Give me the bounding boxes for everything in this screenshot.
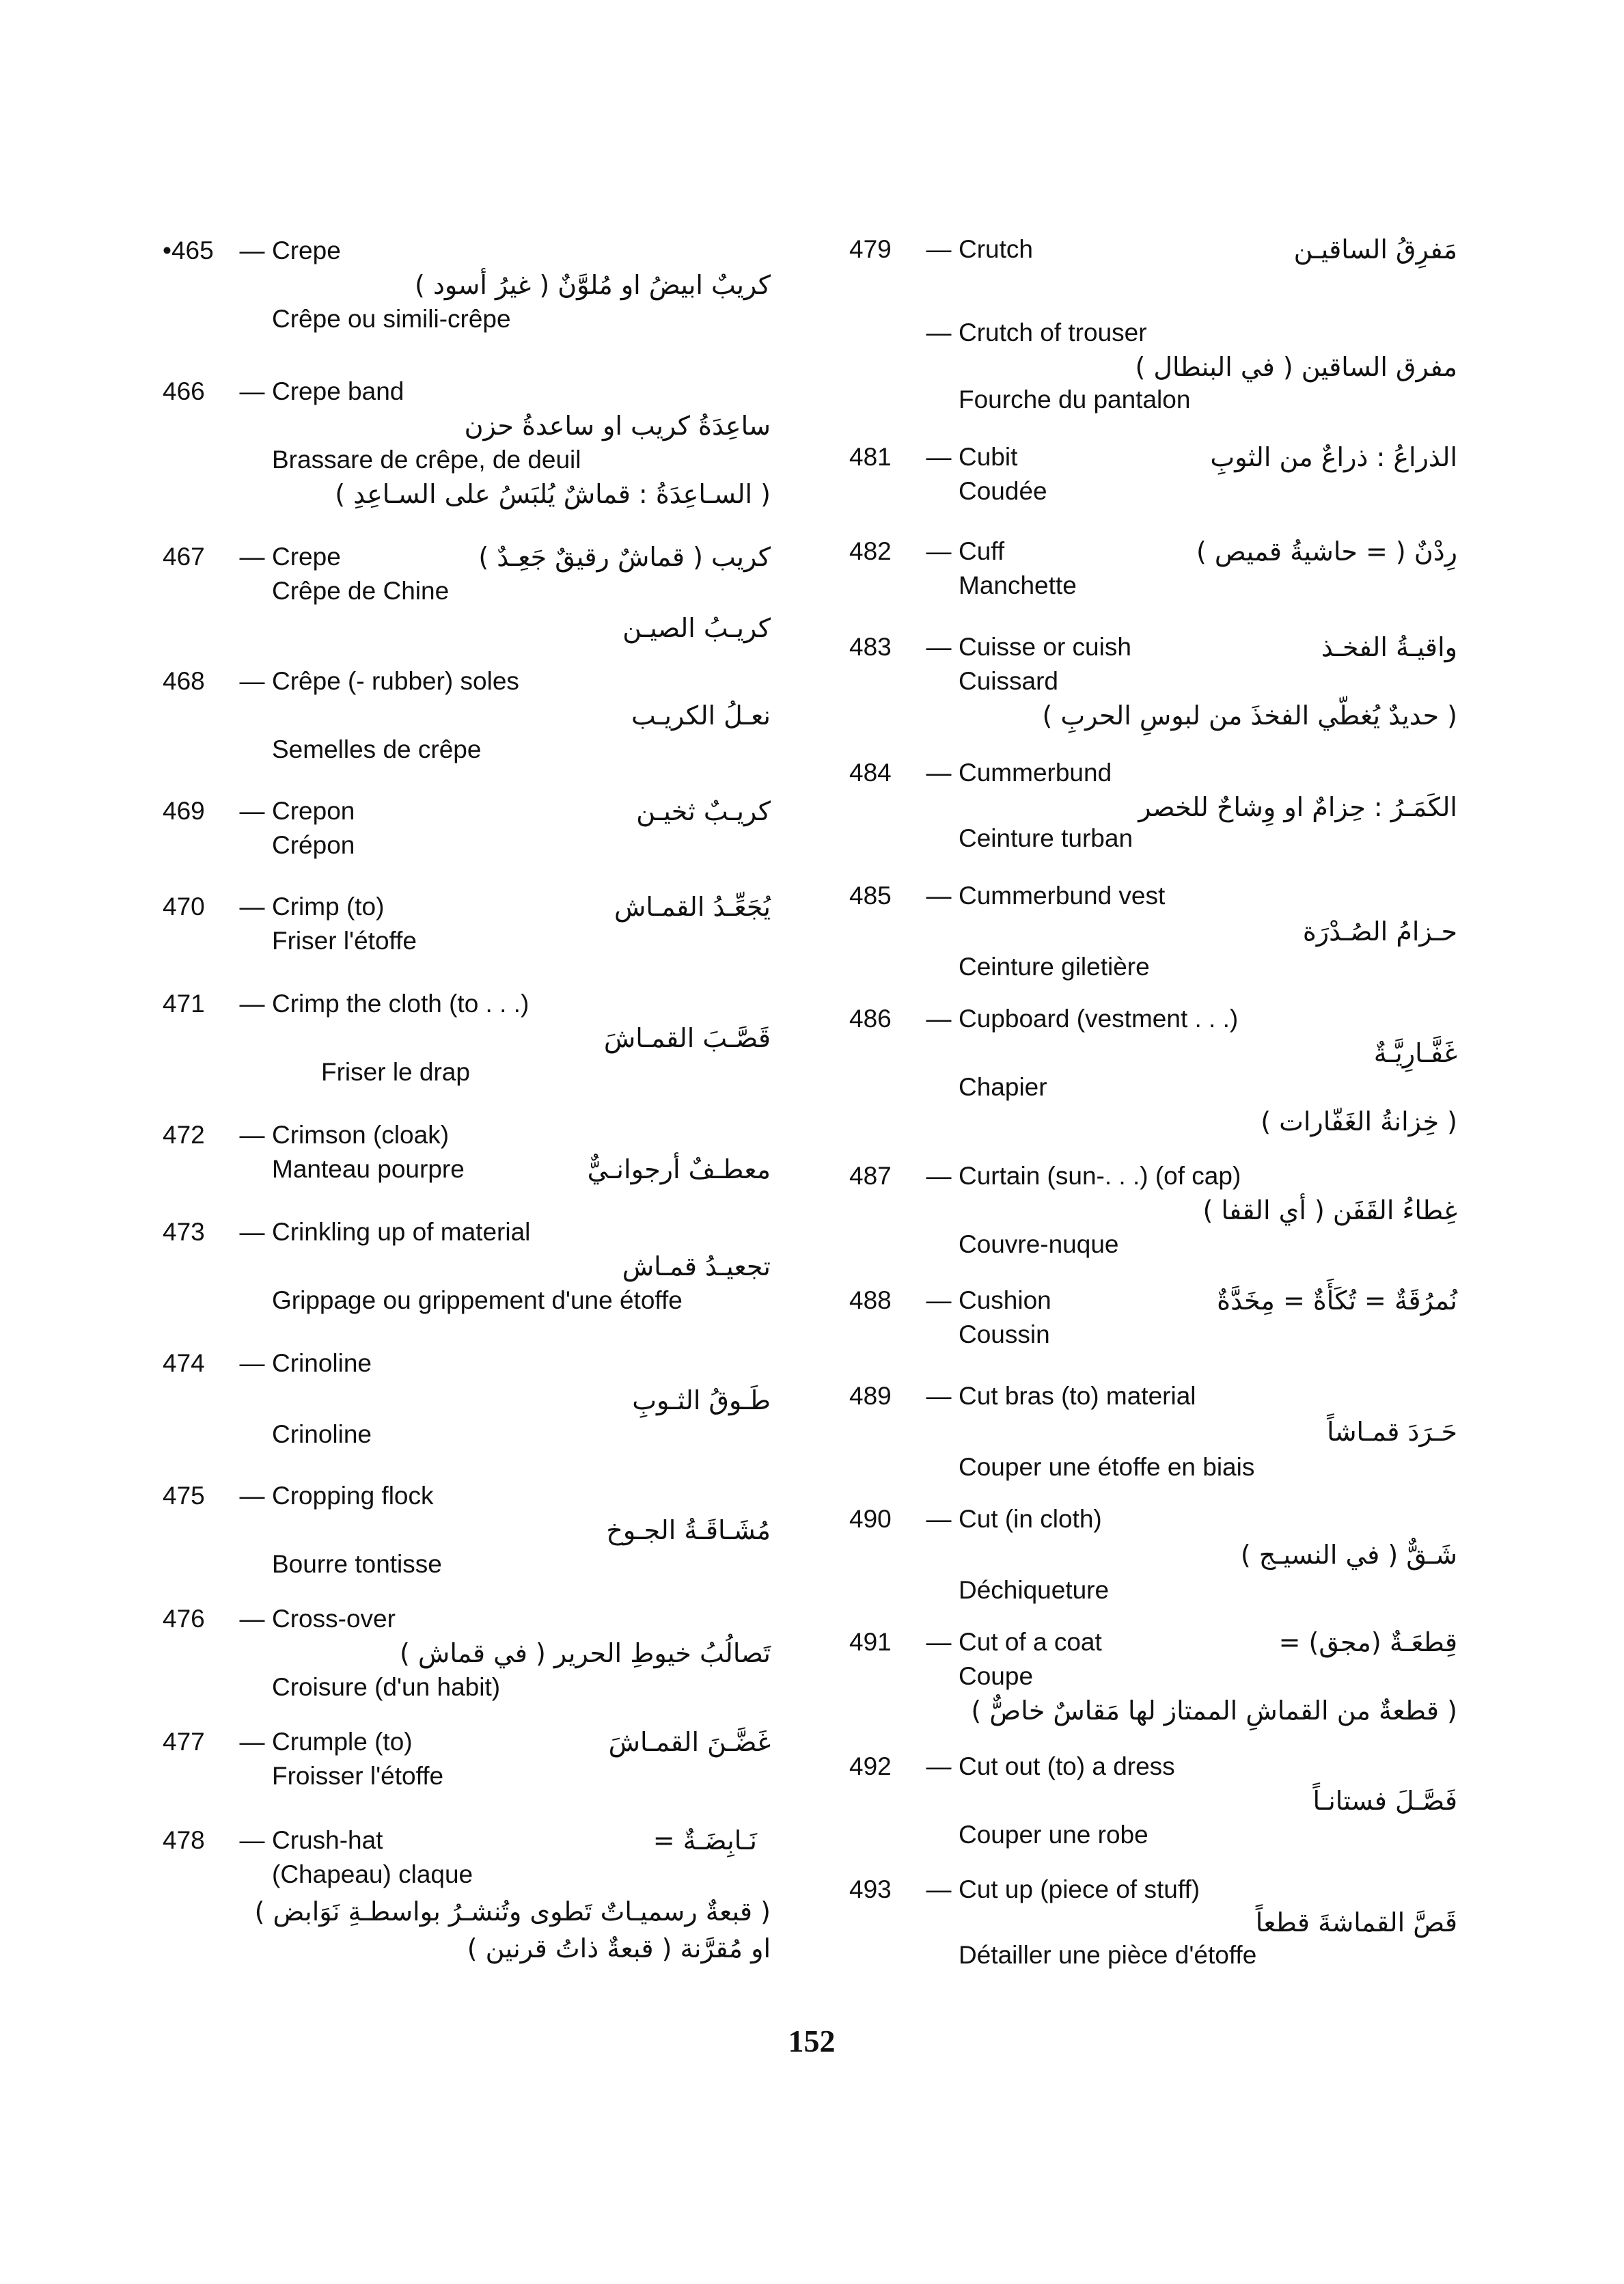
english-term: Cropping flock — [272, 1482, 434, 1510]
french-term: Friser le drap — [321, 1058, 470, 1086]
arabic-term: طَـوقُ الثـوبِ — [632, 1385, 771, 1415]
entry-number: 477 — [163, 1728, 205, 1756]
entry-dash: — — [239, 1728, 265, 1756]
english-term: Crepe — [272, 543, 341, 571]
arabic-term: رِدْنٌ ( = حاشيةُ قميص ) — [1196, 536, 1457, 567]
entry-number: 492 — [849, 1752, 892, 1780]
arabic-term: كريـبٌ ثخيـن — [636, 796, 771, 826]
english-term: Crepe — [272, 236, 341, 264]
arabic-term: نُمرُقَةٌ = تُكَأَةٌ = مِخَدَّةٌ — [1217, 1286, 1457, 1316]
french-term: Couper une étoffe en biais — [959, 1453, 1255, 1481]
entry-number: 483 — [849, 633, 892, 661]
entry-dash: — — [926, 1628, 952, 1656]
entry-number: 468 — [163, 667, 205, 695]
arabic-term: شَـقٌّ ( في النسيـج ) — [1240, 1540, 1457, 1570]
english-term: Cut up (piece of stuff) — [959, 1875, 1200, 1903]
entry-number: 490 — [849, 1505, 892, 1533]
arabic-note: ( قبعةٌ رسميـاتٌ تَطوى وتُنشـرُ بواسطـةِ نَوَابض ) — [254, 1896, 771, 1927]
french-term: Déchiqueture — [959, 1576, 1110, 1604]
french-term: Ceinture giletière — [959, 953, 1150, 981]
entry-number: 473 — [163, 1218, 205, 1246]
entry-dash: — — [926, 235, 952, 263]
entry-number: 466 — [163, 377, 205, 405]
entry-dash: — — [239, 1605, 265, 1633]
arabic-term: ساعِدَةُ كريب او ساعدةُ حزن — [464, 411, 771, 441]
entry-number: 467 — [163, 543, 205, 571]
french-term: Froisser l'étoffe — [272, 1762, 444, 1790]
entry-dash: — — [239, 990, 265, 1018]
entry-dash: — — [239, 797, 265, 825]
english-term: Cupboard (vestment . . .) — [959, 1005, 1239, 1033]
arabic-note: ( خِزانةُ الغَفّارات ) — [1261, 1106, 1457, 1137]
english-term: Cross-over — [272, 1605, 396, 1633]
entry-number: 475 — [163, 1482, 205, 1510]
french-term: Détailler une pièce d'étoffe — [959, 1941, 1257, 1969]
english-term: Cushion — [959, 1286, 1051, 1314]
entry-dash: — — [239, 1826, 265, 1854]
entry-number: 485 — [849, 882, 892, 910]
arabic-term: الذراعُ : ذراعٌ من الثوبِ — [1210, 442, 1457, 472]
arabic-term: حَـرَدَ قمـاشاً — [1327, 1417, 1457, 1447]
entry-dash: — — [239, 543, 265, 571]
english-term: Cut out (to) a dress — [959, 1752, 1175, 1780]
english-term: Crinkling up of material — [272, 1218, 531, 1246]
arabic-note: كريـبُ الصيـن — [622, 613, 771, 643]
english-term: Crumple (to) — [272, 1728, 413, 1756]
entry-number: •465 — [163, 236, 214, 264]
entry-number: 482 — [849, 537, 892, 565]
french-term: Chapier — [959, 1073, 1047, 1101]
entry-dash: — — [926, 882, 952, 910]
entry-number: 488 — [849, 1286, 892, 1314]
arabic-term: مَفرِقُ الساقيـن — [1293, 234, 1457, 264]
arabic-term: غَضَّـنَ القمـاشَ — [608, 1727, 771, 1757]
entry-number: 493 — [849, 1875, 892, 1903]
english-term: Crimp (to) — [272, 893, 385, 921]
french-term: Semelles de crêpe — [272, 735, 482, 763]
entry-dash: — — [239, 1121, 265, 1149]
arabic-term: كريب ( قماشٌ رقيقٌ جَعِـدٌ ) — [478, 542, 771, 572]
entry-dash: — — [926, 633, 952, 661]
french-term: Coupe — [959, 1662, 1034, 1690]
arabic-term: مُشَـاقَـةُ الجـوخ — [606, 1515, 771, 1545]
english-term: Cuff — [959, 537, 1005, 565]
entry-number: 472 — [163, 1121, 205, 1149]
entry-dash: — — [239, 667, 265, 695]
arabic-term: كريبٌ ابيضُ او مُلوَّنٌ ( غيرُ أسود ) — [415, 270, 771, 300]
english-term: Crepe band — [272, 377, 404, 405]
entry-dash: — — [926, 1875, 952, 1903]
entry-number: 474 — [163, 1349, 205, 1377]
french-term: Bourre tontisse — [272, 1550, 442, 1578]
entry-dash: — — [239, 377, 265, 405]
arabic-term: حـزامُ الصُـدْرَة — [1302, 916, 1457, 947]
french-term: Friser l'étoffe — [272, 927, 417, 955]
entry-number: 489 — [849, 1382, 892, 1410]
english-term: Crêpe (- rubber) soles — [272, 667, 519, 695]
arabic-term: غَفَّـارِيَّـةٌ — [1373, 1038, 1457, 1068]
entry-dash: — — [926, 1505, 952, 1533]
english-term: Cummerbund vest — [959, 882, 1166, 910]
arabic-note: ( السـاعِدَةُ : قماشٌ يُلبَسُ على السـاعِدِ ) — [335, 479, 771, 509]
french-term: Grippage ou grippement d'une étoffe — [272, 1286, 683, 1314]
english-term: Cut (in cloth) — [959, 1505, 1102, 1533]
arabic-term: نعـلُ الكريـب — [631, 701, 771, 731]
entry-dash: — — [239, 1218, 265, 1246]
english-term: Crimp the cloth (to . . .) — [272, 990, 529, 1018]
entry-number: 469 — [163, 797, 205, 825]
entry-number: 486 — [849, 1005, 892, 1033]
arabic-term: قَصَّ القماشةَ قطعاً — [1255, 1907, 1457, 1938]
english-term: Cut of a coat — [959, 1628, 1102, 1656]
english-term: Cut bras (to) material — [959, 1382, 1196, 1410]
arabic-term: تَصالُبُ خيوطِ الحرير ( في قماش ) — [400, 1638, 771, 1668]
entry-dash: — — [239, 1349, 265, 1377]
arabic-term: يُجَعِّـدُ القمـاش — [614, 892, 771, 922]
english-term: Crutch — [959, 235, 1033, 263]
french-term: Couvre-nuque — [959, 1230, 1119, 1258]
arabic-term: الكَمَـرُ : حِزامٌ او وِشاحٌ للخصر — [1138, 792, 1457, 822]
entry-number: 478 — [163, 1826, 205, 1854]
english-term: Cummerbund — [959, 759, 1112, 787]
entry-dash: — — [926, 1382, 952, 1410]
arabic-term: مفرق الساقين ( في البنطال ) — [1135, 352, 1457, 382]
english-term: Crinoline — [272, 1349, 372, 1377]
french-term: Crinoline — [272, 1420, 372, 1448]
arabic-term: قَصَّـبَ القمـاشَ — [603, 1023, 771, 1053]
english-term: Cubit — [959, 443, 1018, 471]
french-term: Manchette — [959, 571, 1077, 599]
entry-dash: — — [926, 1286, 952, 1314]
entry-number: 484 — [849, 759, 892, 787]
entry-number: 487 — [849, 1162, 892, 1190]
arabic-term: معطـفٌ أرجوانـيٌّ — [587, 1154, 771, 1184]
french-term: Croisure (d'un habit) — [272, 1673, 501, 1701]
english-term: Cuisse or cuish — [959, 633, 1131, 661]
french-term: Crépon — [272, 831, 355, 859]
entry-number: 471 — [163, 990, 205, 1018]
entry-number: 491 — [849, 1628, 892, 1656]
entry-dash: — — [926, 318, 952, 346]
entry-number: 481 — [849, 443, 892, 471]
french-term: Crêpe ou simili-crêpe — [272, 305, 511, 333]
entry-dash: — — [239, 1482, 265, 1510]
english-term: Curtain (sun-. . .) (of cap) — [959, 1162, 1241, 1190]
arabic-term: واقيـةُ الفخـذ — [1321, 632, 1457, 662]
french-term: Ceinture turban — [959, 824, 1133, 852]
english-term: Crutch of trouser — [959, 318, 1147, 346]
french-term: Fourche du pantalon — [959, 385, 1191, 413]
english-term: Crush-hat — [272, 1826, 383, 1854]
entry-dash: — — [926, 443, 952, 471]
french-term: Coussin — [959, 1320, 1050, 1348]
french-term: Manteau pourpre — [272, 1155, 465, 1183]
entry-dash: — — [926, 537, 952, 565]
entry-dash: — — [926, 1752, 952, 1780]
arabic-term: تجعيـدُ قمـاش — [622, 1251, 771, 1281]
arabic-term: فَصَّـلَ فستانـاً — [1312, 1786, 1457, 1816]
entry-dash: — — [926, 759, 952, 787]
english-term: Crimson (cloak) — [272, 1121, 450, 1149]
french-term: Coudée — [959, 477, 1047, 505]
french-term: Crêpe de Chine — [272, 577, 450, 605]
arabic-term: غِطاءُ القَفَن ( أي القفا ) — [1202, 1195, 1457, 1225]
arabic-note-2: او مُقرَّنة ( قبعةٌ ذاتُ قرنين ) — [467, 1933, 771, 1963]
entry-number: 476 — [163, 1605, 205, 1633]
page-number: 152 — [788, 2024, 836, 2058]
french-term: Brassare de crêpe, de deuil — [272, 446, 581, 474]
entry-dash: — — [926, 1005, 952, 1033]
entry-dash: — — [239, 236, 265, 264]
arabic-note: ( قطعةٌ من القماشِ الممتاز لها مَقاسٌ خاصٌّ ) — [971, 1696, 1457, 1726]
arabic-note: ( حديدٌ يُغطّي الفخذَ من لبوسِ الحربِ ) — [1042, 701, 1457, 731]
arabic-term: قِطعَـةٌ (مجق) = — [1278, 1627, 1457, 1657]
entry-number: 470 — [163, 893, 205, 921]
entry-number: 479 — [849, 235, 892, 263]
english-term: Crepon — [272, 797, 355, 825]
entry-dash: — — [926, 1162, 952, 1190]
french-term: Couper une robe — [959, 1821, 1148, 1849]
entry-dash: — — [239, 893, 265, 921]
french-term: Cuissard — [959, 667, 1058, 695]
arabic-term: نَـابِضَـةٌ = — [652, 1825, 757, 1855]
french-term: (Chapeau) claque — [272, 1860, 473, 1888]
